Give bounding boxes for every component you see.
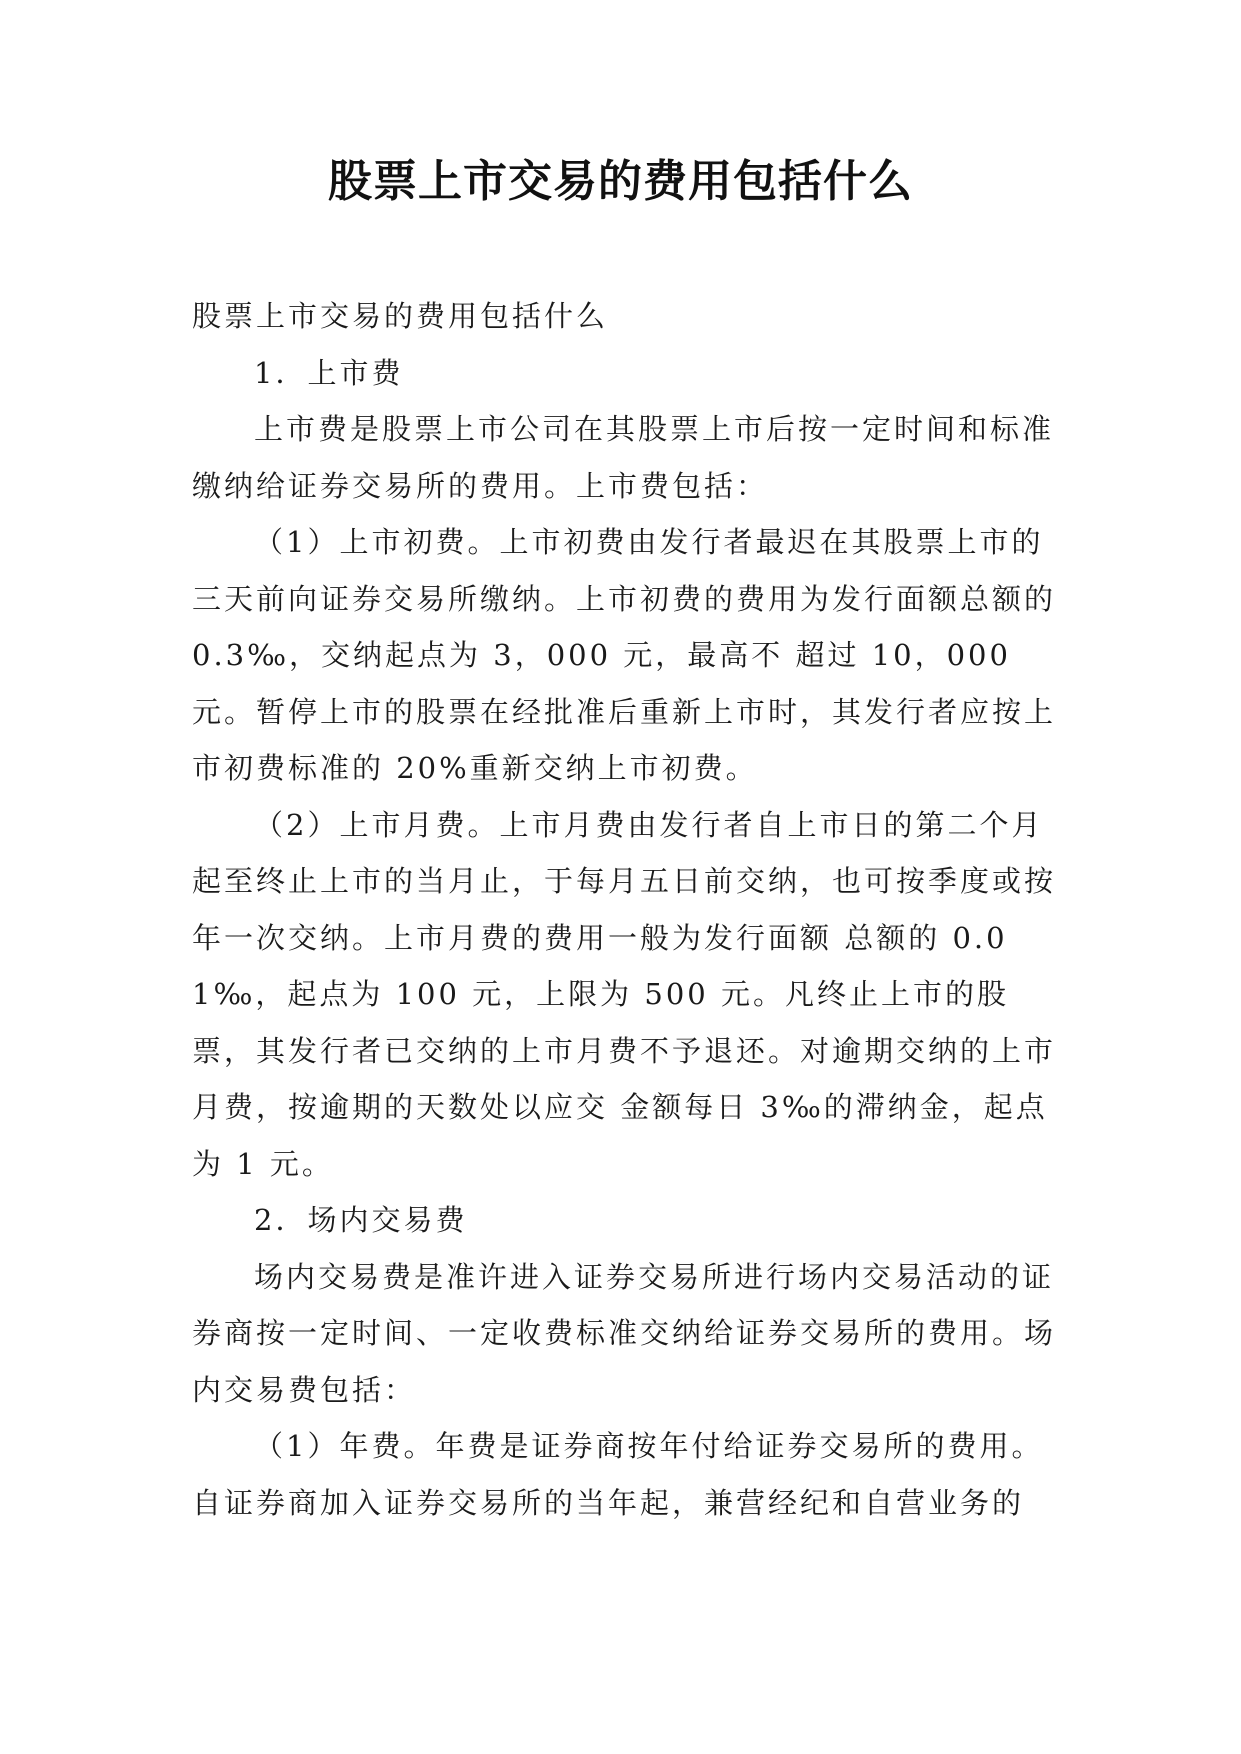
section-1-item-1: （1）上市初费。上市初费由发行者最迟在其股票上市的三天前向证券交易所缴纳。上市初费的费用为发行面额总额的 0.3‰，交纳起点为 3，000 元，最高不 超过 10，000 元。暂停上市的股票在经批准后重新上市时，其发行者应按上市初费标准的 20%重新交纳上市初费。: [192, 525, 1057, 785]
intro-heading: 股票上市交易的费用包括什么: [192, 299, 609, 333]
document-title: 股票上市交易的费用包括什么: [328, 156, 913, 207]
section-2-heading: 2．场内交易费: [254, 1203, 468, 1237]
section-1-definition: 上市费是股票上市公司在其股票上市后按一定时间和标准缴纳给证券交易所的费用。上市费包括：: [192, 412, 1055, 503]
section-1-item-2: （2）上市月费。上市月费由发行者自上市日的第二个月起至终止上市的当月止，于每月五日前交纳，也可按季度或按年一次交纳。上市月费的费用一般为发行面额 总额的 0.01‰，起点为 100 元，上限为 500 元。凡终止上市的股票，其发行者已交纳的上市月费不予退还。对逾期交纳的上市月费，按逾期的天数处以应交 金额每日 3‰的滞纳金，起点为 1 元。: [192, 807, 1057, 1181]
document-body: [192, 288, 1068, 1531]
section-2-item-1: （1）年费。年费是证券商按年付给证券交易所的费用。自证券商加入证券交易所的当年起，兼营经纪和自营业务的: [192, 1429, 1044, 1520]
section-2-definition: 场内交易费是准许进入证券交易所进行场内交易活动的证券商按一定时间、一定收费标准交纳给证券交易所的费用。场内交易费包括：: [192, 1259, 1057, 1407]
section-1-heading: 1．上市费: [254, 355, 404, 390]
